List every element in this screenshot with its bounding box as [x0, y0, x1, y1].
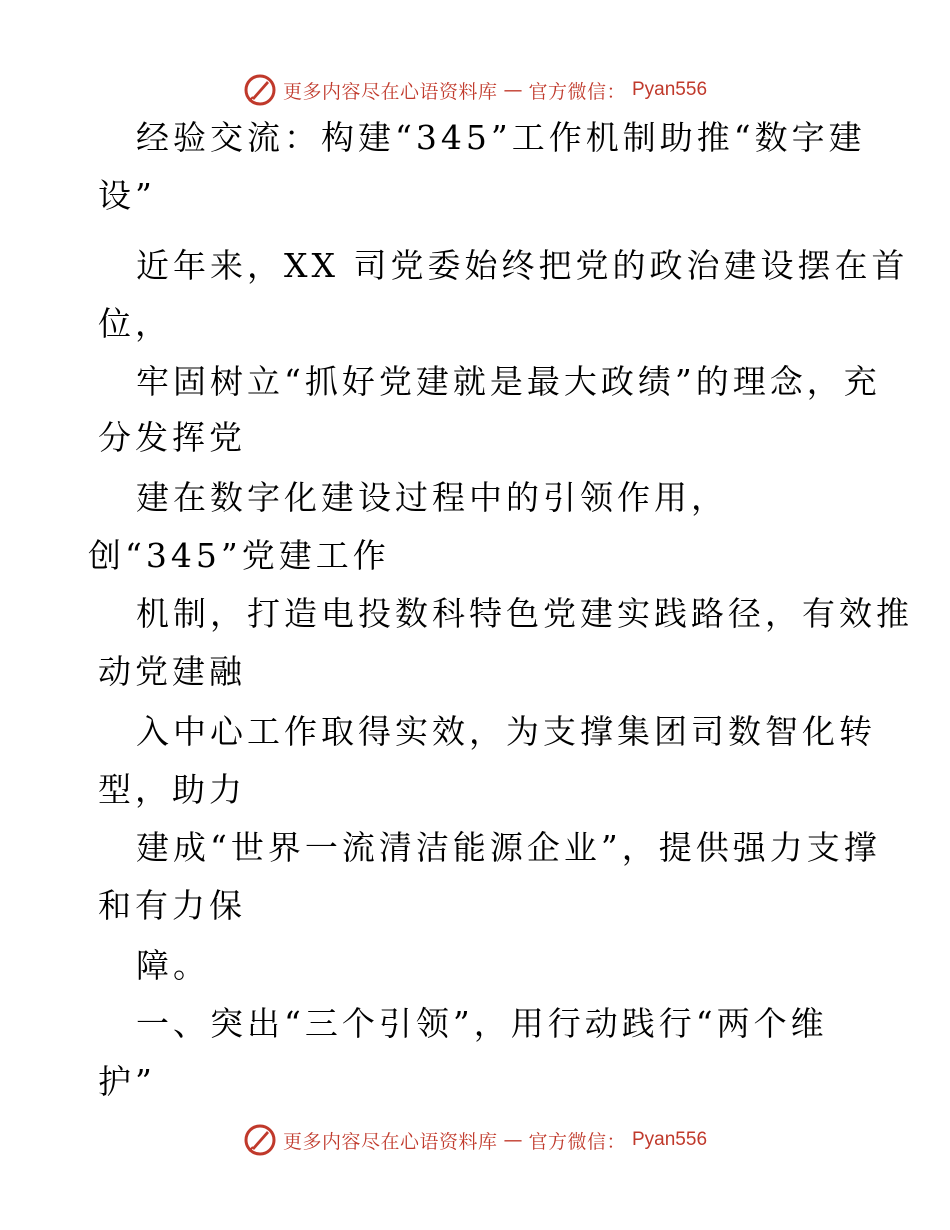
quill-logo-icon [243, 1123, 277, 1157]
watermark-separator: — [503, 1129, 523, 1151]
section-heading-line-2: 护” [98, 1062, 156, 1101]
paragraph-line: 位， [98, 304, 172, 343]
paragraph-line: 障。 [136, 946, 210, 985]
header-watermark [0, 70, 950, 110]
paragraph-line: 和有力保 [98, 886, 246, 925]
paragraph-line: 动党建融 [98, 652, 246, 691]
paragraph-line: 建成“世界一流清洁能源企业”，提供强力支撑 [136, 828, 881, 867]
watermark-separator: — [503, 79, 523, 101]
watermark-id: Pyan556 [632, 1129, 708, 1150]
watermark-text: 更多内容尽在心语资料库 [282, 1130, 498, 1153]
title-line-1: 经验交流：构建“345”工作机制助推“数字建 [136, 118, 866, 157]
watermark-text: 更多内容尽在心语资料库 [282, 80, 498, 103]
paragraph-line: 入中心工作取得实效，为支撑集团司数智化转 [136, 712, 876, 751]
title-line-2: 设” [98, 176, 156, 215]
footer-watermark [0, 1120, 950, 1160]
paragraph-line: 机制，打造电投数科特色党建实践路径，有效推 [136, 594, 913, 633]
watermark-label: 官方微信： [528, 1130, 626, 1153]
paragraph-line: 牢固树立“抓好党建就是最大政绩”的理念，充 [136, 362, 881, 401]
watermark-id: Pyan556 [632, 79, 708, 100]
section-heading-line-1: 一、突出“三个引领”，用行动践行“两个维 [136, 1004, 828, 1043]
paragraph-line: 近年来，XX 司党委始终把党的政治建设摆在首 [136, 246, 909, 285]
paragraph-line: 型，助力 [98, 770, 246, 809]
watermark-label: 官方微信： [528, 80, 626, 103]
paragraph-line: 创“345”党建工作 [88, 536, 390, 575]
paragraph-line: 建在数字化建设过程中的引领作用， [136, 478, 728, 517]
quill-logo-icon [243, 73, 277, 107]
paragraph-line: 分发挥党 [98, 418, 246, 457]
